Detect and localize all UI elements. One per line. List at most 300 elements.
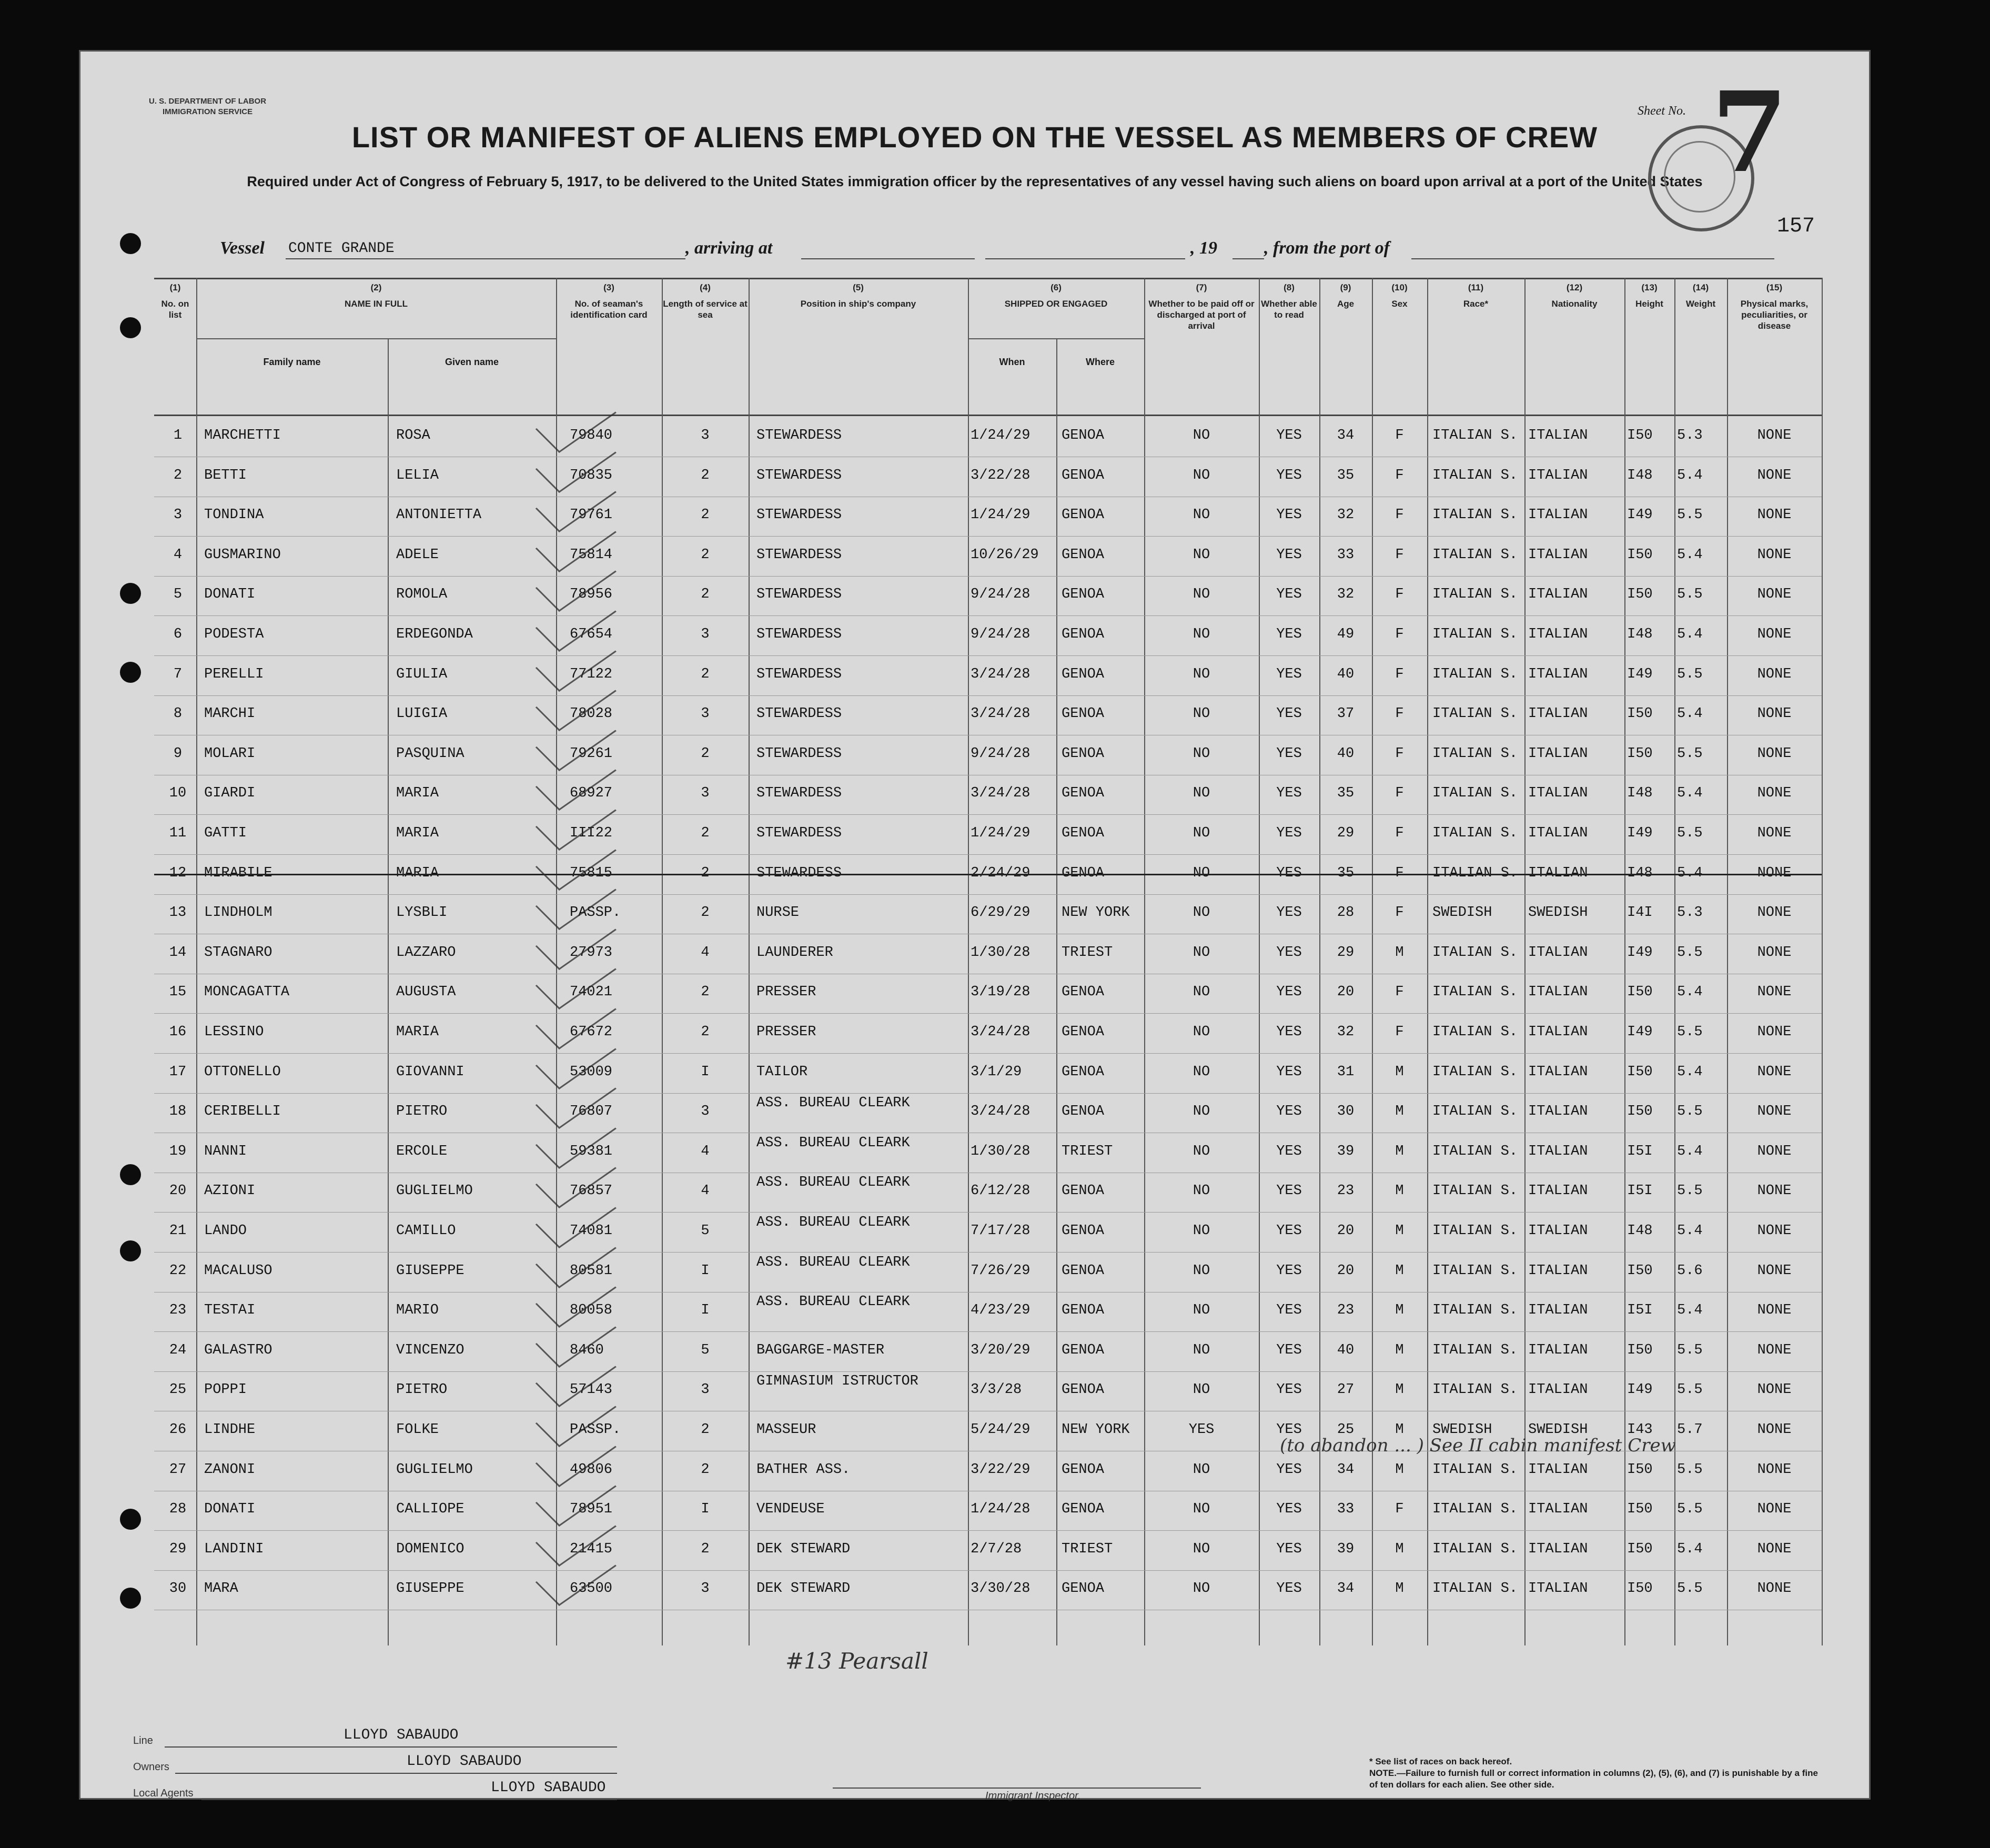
cell-sex: M bbox=[1395, 1223, 1404, 1239]
table-row bbox=[154, 1570, 1822, 1610]
cell-card: 68927 bbox=[570, 785, 613, 802]
cell-race: ITALIAN S. bbox=[1432, 944, 1518, 961]
column-number: (1) bbox=[169, 282, 181, 292]
cell-service: 3 bbox=[701, 627, 710, 642]
cell-card: 80058 bbox=[570, 1302, 613, 1319]
cell-no: 4 bbox=[173, 547, 183, 563]
column-header bbox=[1624, 282, 1674, 309]
cell-marks: NONE bbox=[1757, 1541, 1792, 1557]
cell-read: YES bbox=[1276, 825, 1302, 841]
cell-when: 9/24/28 bbox=[971, 745, 1031, 762]
cell-given: ROSA bbox=[396, 428, 430, 443]
cell-nationality: ITALIAN bbox=[1528, 1064, 1588, 1080]
table-row bbox=[154, 1213, 1822, 1253]
column-header bbox=[1259, 282, 1319, 320]
cell-when: 3/24/28 bbox=[971, 706, 1031, 722]
cell-no: 2 bbox=[173, 467, 183, 483]
cell-when: 3/19/28 bbox=[971, 984, 1031, 1001]
cell-race: ITALIAN S. bbox=[1432, 507, 1518, 523]
cell-height: I50 bbox=[1627, 1541, 1653, 1557]
cell-nationality: ITALIAN bbox=[1528, 1461, 1588, 1478]
cell-service: 3 bbox=[701, 1581, 710, 1597]
cell-when: 3/20/29 bbox=[971, 1342, 1031, 1358]
cell-given: MARIO bbox=[396, 1302, 439, 1319]
cell-when: 1/24/28 bbox=[971, 1501, 1031, 1518]
cell-height: I50 bbox=[1627, 1501, 1653, 1518]
cell-weight: 5.4 bbox=[1677, 467, 1703, 483]
cell-no: 5 bbox=[173, 587, 183, 603]
cell-given: MARIA bbox=[396, 785, 439, 802]
cell-position: STEWARDESS bbox=[756, 825, 842, 841]
cell-read: YES bbox=[1276, 1382, 1302, 1398]
cell-no: 18 bbox=[169, 1104, 187, 1120]
cell-nationality: ITALIAN bbox=[1528, 865, 1588, 881]
cell-where: GENOA bbox=[1062, 666, 1105, 682]
cell-position: NURSE bbox=[756, 905, 800, 921]
cell-read: YES bbox=[1276, 666, 1302, 682]
cell-position: ASS. BUREAU CLEARK bbox=[756, 1254, 910, 1270]
column-header bbox=[1319, 282, 1372, 309]
cell-race: ITALIAN S. bbox=[1432, 1064, 1518, 1080]
cell-read: YES bbox=[1276, 547, 1302, 563]
cell-read: YES bbox=[1276, 745, 1302, 762]
cell-card: 76857 bbox=[570, 1183, 613, 1199]
page-title: LIST OR MANIFEST OF ALIENS EMPLOYED ON THE VESSEL AS MEMBERS OF CREW bbox=[351, 120, 1598, 154]
cell-sex: M bbox=[1395, 1382, 1404, 1398]
cell-paid: NO bbox=[1193, 1461, 1210, 1478]
cell-age: 33 bbox=[1337, 547, 1355, 563]
cell-marks: NONE bbox=[1757, 1143, 1792, 1159]
cell-height: I50 bbox=[1627, 706, 1653, 722]
column-label: Age bbox=[1337, 299, 1355, 309]
cell-given: ADELE bbox=[396, 547, 439, 563]
cell-service: 2 bbox=[701, 587, 710, 603]
footer bbox=[133, 1661, 1818, 1802]
cell-position: TAILOR bbox=[756, 1064, 808, 1080]
cell-marks: NONE bbox=[1757, 1342, 1792, 1358]
cell-nationality: ITALIAN bbox=[1528, 1104, 1588, 1120]
cell-when: 3/24/28 bbox=[971, 1024, 1031, 1040]
cell-paid: NO bbox=[1193, 1342, 1210, 1358]
cell-family: LESSINO bbox=[204, 1024, 264, 1040]
cell-position: STEWARDESS bbox=[756, 745, 842, 762]
cell-marks: NONE bbox=[1757, 1104, 1792, 1120]
cell-read: YES bbox=[1276, 785, 1302, 802]
cell-height: I43 bbox=[1627, 1422, 1653, 1438]
cell-paid: NO bbox=[1193, 587, 1210, 603]
cell-when: 7/26/29 bbox=[971, 1263, 1031, 1279]
cell-marks: NONE bbox=[1757, 1223, 1792, 1239]
cell-weight: 5.5 bbox=[1677, 666, 1703, 682]
cell-race: ITALIAN S. bbox=[1432, 745, 1518, 762]
column-number: (2) bbox=[370, 282, 382, 292]
column-header bbox=[1524, 282, 1624, 309]
cell-marks: NONE bbox=[1757, 984, 1792, 1001]
cell-paid: NO bbox=[1193, 785, 1210, 802]
cell-family: LANDO bbox=[204, 1223, 247, 1239]
subhead-given-name: Given name bbox=[445, 357, 499, 367]
cell-card: 57143 bbox=[570, 1382, 613, 1398]
cell-nationality: ITALIAN bbox=[1528, 587, 1588, 603]
cell-height: I49 bbox=[1627, 666, 1653, 682]
punch-hole bbox=[120, 662, 141, 683]
cell-nationality: ITALIAN bbox=[1528, 547, 1588, 563]
cell-marks: NONE bbox=[1757, 1183, 1792, 1199]
cell-service: 2 bbox=[701, 1024, 710, 1040]
cell-race: ITALIAN S. bbox=[1432, 785, 1518, 802]
cell-position: STEWARDESS bbox=[756, 666, 842, 682]
cell-nationality: ITALIAN bbox=[1528, 666, 1588, 682]
sheet-label: Sheet No. bbox=[1638, 104, 1686, 118]
cell-card: 76807 bbox=[570, 1104, 613, 1120]
cell-card: 49806 bbox=[570, 1461, 613, 1478]
cell-nationality: ITALIAN bbox=[1528, 1581, 1588, 1597]
cell-sex: F bbox=[1395, 587, 1404, 603]
cell-weight: 5.5 bbox=[1677, 1501, 1703, 1518]
cell-no: 26 bbox=[169, 1422, 187, 1438]
cell-height: I49 bbox=[1627, 507, 1653, 523]
cell-when: 2/7/28 bbox=[971, 1541, 1022, 1557]
cell-card: 74081 bbox=[570, 1223, 613, 1239]
cell-position: ASS. BUREAU CLEARK bbox=[756, 1135, 910, 1151]
cell-read: YES bbox=[1276, 1024, 1302, 1040]
cell-where: GENOA bbox=[1062, 507, 1105, 523]
cell-sex: F bbox=[1395, 428, 1404, 443]
cell-sex: F bbox=[1395, 547, 1404, 563]
cell-card: 63500 bbox=[570, 1581, 613, 1597]
cell-marks: NONE bbox=[1757, 666, 1792, 682]
cell-position: PRESSER bbox=[756, 1024, 816, 1040]
cell-position: PRESSER bbox=[756, 984, 816, 1001]
cell-card: 70835 bbox=[570, 467, 613, 483]
cell-age: 35 bbox=[1337, 467, 1355, 483]
cell-given: PIETRO bbox=[396, 1104, 448, 1120]
crew-table bbox=[154, 278, 1822, 1674]
cell-marks: NONE bbox=[1757, 706, 1792, 722]
cell-given: LAZZARO bbox=[396, 944, 456, 961]
cell-when: 3/1/29 bbox=[971, 1064, 1022, 1080]
cell-card: 79261 bbox=[570, 745, 613, 762]
cell-paid: NO bbox=[1193, 1024, 1210, 1040]
punch-hole bbox=[120, 1588, 141, 1609]
cell-race: ITALIAN S. bbox=[1432, 1263, 1518, 1279]
cell-sex: F bbox=[1395, 984, 1404, 1001]
punch-hole bbox=[120, 1240, 141, 1261]
cell-given: ROMOLA bbox=[396, 587, 448, 603]
strikethrough-line bbox=[154, 874, 1822, 875]
cell-given: PASQUINA bbox=[396, 745, 464, 762]
table-row bbox=[154, 1253, 1822, 1292]
races-note: * See list of races on back hereof. bbox=[1369, 1756, 1512, 1766]
cell-paid: NO bbox=[1193, 627, 1210, 642]
cell-given: GIULIA bbox=[396, 666, 448, 682]
cell-height: I49 bbox=[1627, 944, 1653, 961]
cell-age: 32 bbox=[1337, 1024, 1355, 1040]
cell-service: 2 bbox=[701, 905, 710, 921]
cell-weight: 5.5 bbox=[1677, 587, 1703, 603]
table-row bbox=[154, 417, 1822, 457]
cell-when: 6/12/28 bbox=[971, 1183, 1031, 1199]
cell-sex: F bbox=[1395, 467, 1404, 483]
cell-position: ASS. BUREAU CLEARK bbox=[756, 1215, 910, 1230]
cell-height: I48 bbox=[1627, 627, 1653, 642]
cell-weight: 5.4 bbox=[1677, 547, 1703, 563]
cell-where: TRIEST bbox=[1062, 944, 1113, 961]
cell-weight: 5.4 bbox=[1677, 627, 1703, 642]
cell-age: 40 bbox=[1337, 745, 1355, 762]
cell-nationality: ITALIAN bbox=[1528, 825, 1588, 841]
cell-service: I bbox=[701, 1263, 710, 1279]
inspector-label: Immigrant Inspector. bbox=[985, 1790, 1081, 1802]
cell-when: 3/24/28 bbox=[971, 785, 1031, 802]
cell-service: 2 bbox=[701, 507, 710, 523]
cell-service: 3 bbox=[701, 1382, 710, 1398]
cell-position: STEWARDESS bbox=[756, 627, 842, 642]
cell-service: 2 bbox=[701, 984, 710, 1001]
cell-given: PIETRO bbox=[396, 1382, 448, 1398]
cell-nationality: ITALIAN bbox=[1528, 467, 1588, 483]
cell-paid: NO bbox=[1193, 905, 1210, 921]
cell-read: YES bbox=[1276, 1183, 1302, 1199]
column-number: (10) bbox=[1391, 282, 1408, 292]
column-header bbox=[1144, 282, 1259, 331]
row26-handwritten-note: (to abandon ... ) See II cabin manifest Crew bbox=[1280, 1435, 1676, 1456]
cell-family: MARA bbox=[204, 1581, 238, 1597]
cell-sex: M bbox=[1395, 1143, 1404, 1159]
cell-given: GIOVANNI bbox=[396, 1064, 464, 1080]
cell-paid: NO bbox=[1193, 547, 1210, 563]
cell-paid: NO bbox=[1193, 666, 1210, 682]
cell-height: I50 bbox=[1627, 547, 1653, 563]
cell-race: ITALIAN S. bbox=[1432, 1024, 1518, 1040]
cell-nationality: ITALIAN bbox=[1528, 1302, 1588, 1319]
cell-race: ITALIAN S. bbox=[1432, 627, 1518, 642]
cell-when: 3/30/28 bbox=[971, 1581, 1031, 1597]
column-label: Race* bbox=[1463, 299, 1489, 309]
cell-card: PASSP. bbox=[570, 905, 621, 921]
cell-read: YES bbox=[1276, 1422, 1302, 1438]
cell-marks: NONE bbox=[1757, 1422, 1792, 1438]
cell-read: YES bbox=[1276, 587, 1302, 603]
cell-nationality: ITALIAN bbox=[1528, 1342, 1588, 1358]
cell-card: 78956 bbox=[570, 587, 613, 603]
column-number: (13) bbox=[1641, 282, 1658, 292]
cell-when: 9/24/28 bbox=[971, 627, 1031, 642]
cell-height: I50 bbox=[1627, 1104, 1653, 1120]
cell-sex: F bbox=[1395, 825, 1404, 841]
cell-service: 2 bbox=[701, 467, 710, 483]
cell-nationality: ITALIAN bbox=[1528, 428, 1588, 443]
cell-when: 1/24/29 bbox=[971, 428, 1031, 443]
cell-weight: 5.6 bbox=[1677, 1263, 1703, 1279]
cell-paid: YES bbox=[1188, 1422, 1215, 1438]
cell-race: ITALIAN S. bbox=[1432, 1143, 1518, 1159]
cell-position: ASS. BUREAU CLEARK bbox=[756, 1095, 910, 1112]
cell-family: DONATI bbox=[204, 587, 256, 603]
column-label: Position in ship's company bbox=[800, 299, 916, 309]
cell-service: 2 bbox=[701, 666, 710, 682]
cell-where: GENOA bbox=[1062, 1382, 1105, 1398]
table-row bbox=[154, 1014, 1822, 1054]
cell-nationality: SWEDISH bbox=[1528, 905, 1588, 921]
table-row bbox=[154, 1371, 1822, 1411]
cell-service: 2 bbox=[701, 547, 710, 563]
column-number: (6) bbox=[1050, 282, 1062, 292]
cell-age: 49 bbox=[1337, 627, 1355, 642]
cell-marks: NONE bbox=[1757, 507, 1792, 523]
cell-paid: NO bbox=[1193, 706, 1210, 722]
cell-card: III22 bbox=[570, 825, 613, 841]
cell-service: 4 bbox=[701, 944, 710, 961]
cell-race: ITALIAN S. bbox=[1432, 1342, 1518, 1358]
cell-sex: F bbox=[1395, 627, 1404, 642]
cell-when: 3/24/28 bbox=[971, 666, 1031, 682]
cell-sex: M bbox=[1395, 1104, 1404, 1120]
cell-card: 67654 bbox=[570, 627, 613, 642]
cell-sex: F bbox=[1395, 666, 1404, 682]
table-row bbox=[154, 695, 1822, 735]
cell-weight: 5.5 bbox=[1677, 745, 1703, 762]
cell-read: YES bbox=[1276, 1461, 1302, 1478]
cell-paid: NO bbox=[1193, 1263, 1210, 1279]
cell-weight: 5.5 bbox=[1677, 1581, 1703, 1597]
cell-where: GENOA bbox=[1062, 1223, 1105, 1239]
cell-service: 2 bbox=[701, 865, 710, 881]
cell-race: ITALIAN S. bbox=[1432, 1581, 1518, 1597]
column-number: (5) bbox=[853, 282, 864, 292]
cell-weight: 5.4 bbox=[1677, 785, 1703, 802]
punch-hole bbox=[120, 583, 141, 604]
cell-family: GIARDI bbox=[204, 785, 256, 802]
cell-marks: NONE bbox=[1757, 1581, 1792, 1597]
cell-sex: F bbox=[1395, 1501, 1404, 1518]
cell-where: GENOA bbox=[1062, 1581, 1105, 1597]
cell-nationality: ITALIAN bbox=[1528, 1382, 1588, 1398]
cell-no: 20 bbox=[169, 1183, 187, 1199]
cell-race: ITALIAN S. bbox=[1432, 1461, 1518, 1478]
table-row bbox=[154, 1093, 1822, 1133]
cell-service: 2 bbox=[701, 1461, 710, 1478]
cell-read: YES bbox=[1276, 1143, 1302, 1159]
cell-service: 3 bbox=[701, 706, 710, 722]
cell-position: STEWARDESS bbox=[756, 706, 842, 722]
cell-nationality: ITALIAN bbox=[1528, 507, 1588, 523]
cell-weight: 5.7 bbox=[1677, 1422, 1703, 1438]
cell-race: ITALIAN S. bbox=[1432, 666, 1518, 682]
cell-age: 34 bbox=[1337, 428, 1355, 443]
penalty-note: NOTE.—Failure to furnish full or correct information in columns (2), (5), (6), and (7) is punishable by a fine of ten dollars for each alien. See other side. bbox=[1369, 1768, 1818, 1790]
cell-sex: M bbox=[1395, 1183, 1404, 1199]
cell-family: TESTAI bbox=[204, 1302, 256, 1319]
cell-height: I48 bbox=[1627, 1223, 1653, 1239]
page-subtitle: Required under Act of Congress of February 5, 1917, to be delivered to the United States immigration officer by the representatives of any vessel having such aliens on board upon arrival at a port of the United States bbox=[247, 174, 1703, 189]
cell-when: 5/24/29 bbox=[971, 1422, 1031, 1438]
cell-nationality: ITALIAN bbox=[1528, 1541, 1588, 1557]
cell-paid: NO bbox=[1193, 1501, 1210, 1518]
cell-age: 32 bbox=[1337, 507, 1355, 523]
cell-read: YES bbox=[1276, 627, 1302, 642]
table-row bbox=[154, 1173, 1822, 1213]
cell-weight: 5.3 bbox=[1677, 905, 1703, 921]
vessel-label: Vessel bbox=[220, 238, 265, 258]
cell-card: 79761 bbox=[570, 507, 613, 523]
cell-family: OTTONELLO bbox=[204, 1064, 281, 1080]
cell-where: GENOA bbox=[1062, 984, 1105, 1001]
column-label: Sex bbox=[1391, 299, 1408, 309]
cell-family: MIRABILE bbox=[204, 865, 272, 881]
arriving-label: , arriving at bbox=[685, 238, 773, 258]
table-row bbox=[154, 1332, 1822, 1372]
cell-nationality: ITALIAN bbox=[1528, 745, 1588, 762]
cell-marks: NONE bbox=[1757, 467, 1792, 483]
column-header bbox=[1727, 282, 1822, 331]
cell-where: TRIEST bbox=[1062, 1541, 1113, 1557]
table-row bbox=[154, 1531, 1822, 1571]
cell-age: 20 bbox=[1337, 1223, 1355, 1239]
cell-read: YES bbox=[1276, 428, 1302, 443]
cell-nationality: ITALIAN bbox=[1528, 706, 1588, 722]
cell-paid: NO bbox=[1193, 944, 1210, 961]
table-row bbox=[154, 1451, 1822, 1491]
column-label: SHIPPED OR ENGAGED bbox=[1004, 299, 1108, 309]
cell-card: 78028 bbox=[570, 706, 613, 722]
cell-read: YES bbox=[1276, 1342, 1302, 1358]
cell-no: 21 bbox=[169, 1223, 187, 1239]
cell-when: 7/17/28 bbox=[971, 1223, 1031, 1239]
cell-read: YES bbox=[1276, 984, 1302, 1001]
table-row bbox=[154, 974, 1822, 1014]
cell-card: 80581 bbox=[570, 1263, 613, 1279]
cell-no: 12 bbox=[169, 865, 187, 881]
cell-where: GENOA bbox=[1062, 785, 1105, 802]
column-label: Whether able to read bbox=[1261, 299, 1317, 320]
subhead-family-name: Family name bbox=[263, 357, 321, 367]
column-label: Weight bbox=[1685, 299, 1716, 309]
cell-no: 25 bbox=[169, 1382, 187, 1398]
cell-age: 33 bbox=[1337, 1501, 1355, 1518]
cell-given: LYSBLI bbox=[396, 905, 448, 921]
cell-read: YES bbox=[1276, 1223, 1302, 1239]
cell-no: 28 bbox=[169, 1501, 187, 1518]
cell-no: 30 bbox=[169, 1581, 187, 1597]
column-header bbox=[968, 282, 1144, 309]
table-row bbox=[154, 457, 1822, 497]
cell-family: BETTI bbox=[204, 467, 247, 483]
cell-where: GENOA bbox=[1062, 627, 1105, 642]
owners-label: Owners bbox=[133, 1761, 169, 1773]
cell-where: GENOA bbox=[1062, 706, 1105, 722]
cell-race: ITALIAN S. bbox=[1432, 1183, 1518, 1199]
cell-where: NEW YORK bbox=[1062, 905, 1130, 921]
cell-height: I5I bbox=[1627, 1302, 1653, 1319]
cell-age: 23 bbox=[1337, 1302, 1355, 1319]
table-row bbox=[154, 1491, 1822, 1531]
cell-family: GATTI bbox=[204, 825, 247, 841]
cell-height: I50 bbox=[1627, 745, 1653, 762]
cell-position: STEWARDESS bbox=[756, 785, 842, 802]
cell-sex: M bbox=[1395, 944, 1404, 961]
table-row bbox=[154, 775, 1822, 815]
cell-service: 5 bbox=[701, 1223, 710, 1239]
cell-sex: F bbox=[1395, 905, 1404, 921]
cell-paid: NO bbox=[1193, 865, 1210, 881]
cell-read: YES bbox=[1276, 1541, 1302, 1557]
table-row bbox=[154, 1292, 1822, 1332]
table-row bbox=[154, 1133, 1822, 1173]
cell-weight: 5.4 bbox=[1677, 984, 1703, 1001]
table-row bbox=[154, 855, 1822, 895]
table-row bbox=[154, 616, 1822, 656]
